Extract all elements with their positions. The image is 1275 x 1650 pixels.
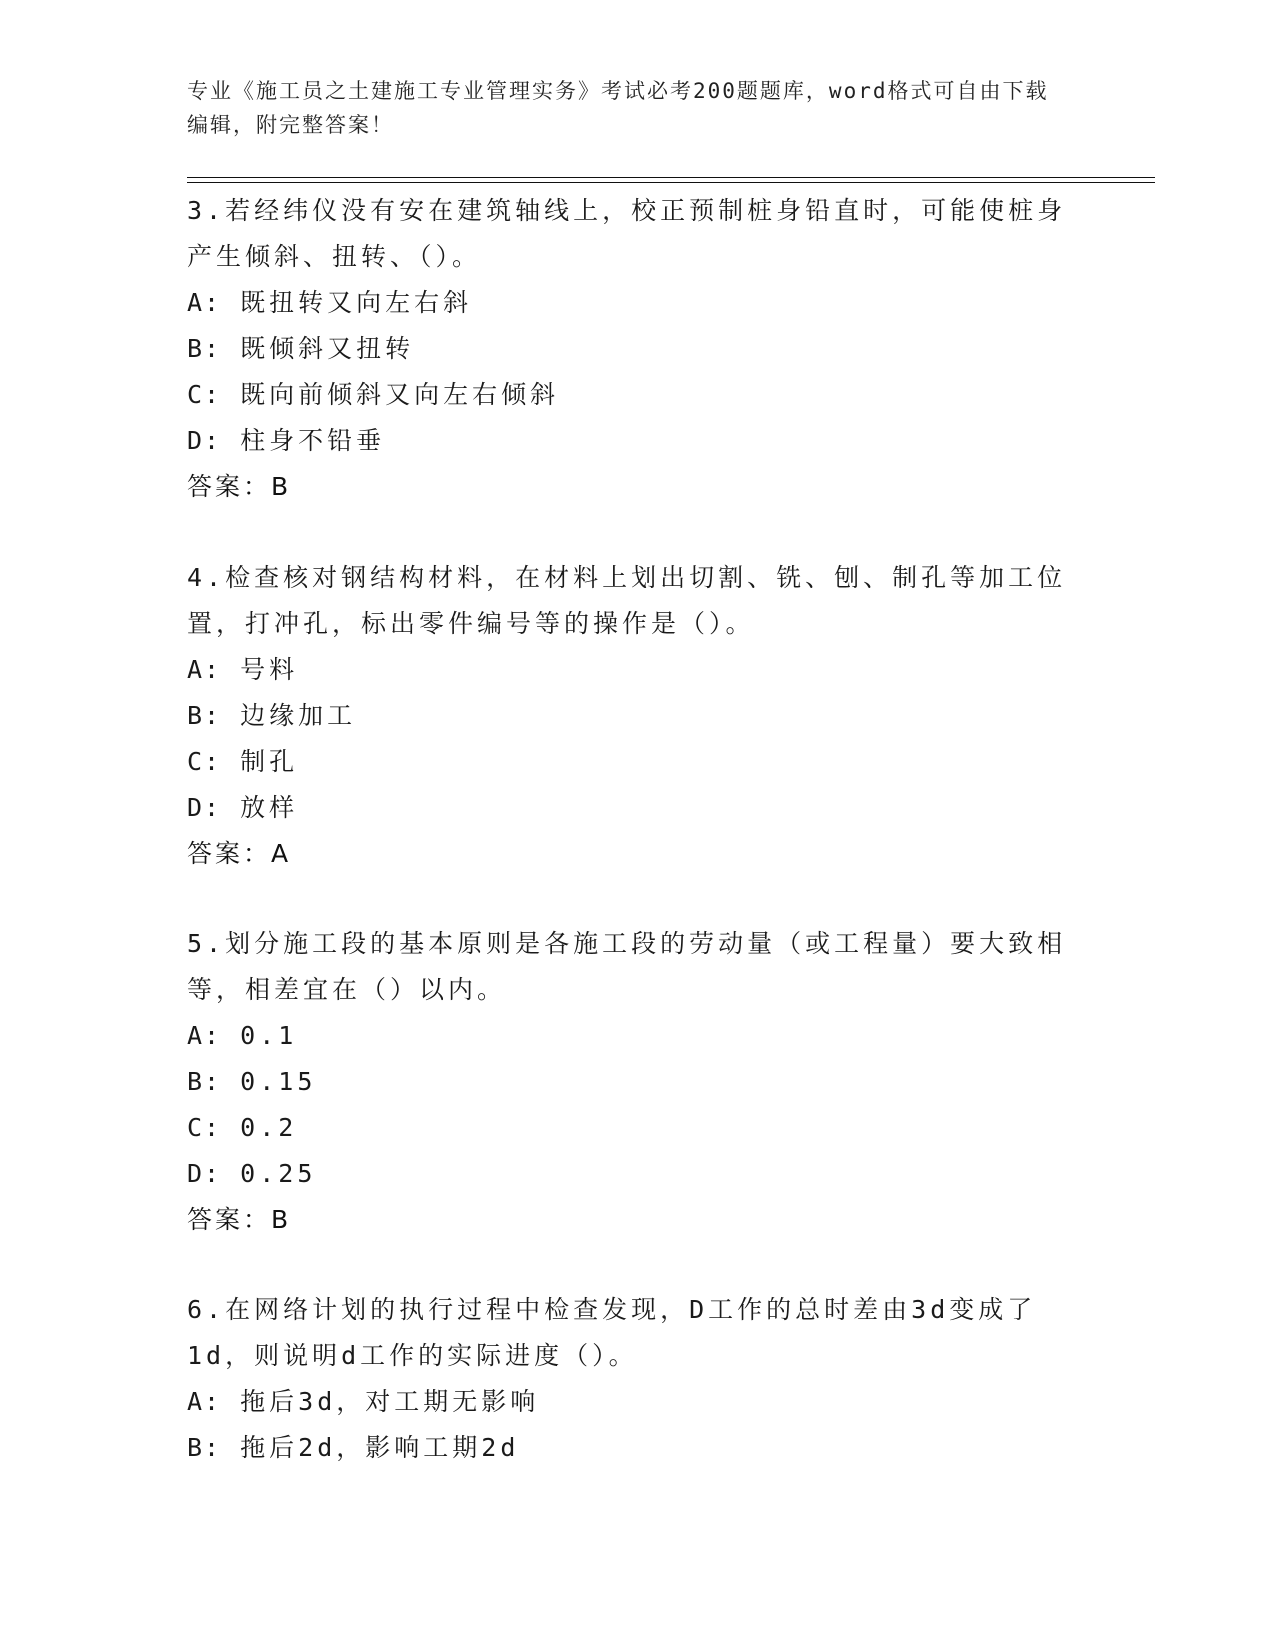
option-label: A: xyxy=(187,1387,222,1416)
option-text: 0.15 xyxy=(240,1067,317,1096)
option-label: D: xyxy=(187,793,222,822)
option-b xyxy=(187,693,1087,739)
option-text: 拖后2d，影响工期2d xyxy=(240,1433,520,1462)
option-label: B: xyxy=(187,701,222,730)
option-label: B: xyxy=(187,1067,222,1096)
question-4 xyxy=(187,555,1087,877)
document-header: 专业《施工员之土建施工专业管理实务》考试必考200题题库，word格式可自由下载编辑，附完整答案！ xyxy=(187,79,1049,137)
answer-line: 答案：B xyxy=(187,1205,292,1234)
option-label: C: xyxy=(187,380,222,409)
option-a xyxy=(187,1379,1087,1425)
option-text: 既倾斜又扭转 xyxy=(240,334,415,363)
option-text: 制孔 xyxy=(240,747,299,776)
option-a xyxy=(187,1013,1087,1059)
option-text: 柱身不铅垂 xyxy=(240,426,386,455)
option-a xyxy=(187,647,1087,693)
answer-line: 答案：A xyxy=(187,839,292,868)
option-label: A: xyxy=(187,655,222,684)
option-label: D: xyxy=(187,1159,222,1188)
option-c xyxy=(187,739,1087,785)
option-text: 0.1 xyxy=(240,1021,298,1050)
option-label: C: xyxy=(187,1113,222,1142)
header-rule-bottom xyxy=(187,182,1155,183)
question-stem: 5.划分施工段的基本原则是各施工段的劳动量（或工程量）要大致相等，相差宜在（）以内。 xyxy=(187,929,1067,1004)
option-text: 0.2 xyxy=(240,1113,298,1142)
question-5 xyxy=(187,921,1087,1243)
option-label: C: xyxy=(187,747,222,776)
option-c xyxy=(187,372,1087,418)
option-b xyxy=(187,326,1087,372)
question-stem: 3.若经纬仪没有安在建筑轴线上，校正预制桩身铅直时，可能使桩身产生倾斜、扭转、（）。 xyxy=(187,196,1067,271)
option-label: A: xyxy=(187,288,222,317)
option-a xyxy=(187,280,1087,326)
option-d xyxy=(187,785,1087,831)
option-b xyxy=(187,1425,1087,1471)
question-3 xyxy=(187,188,1087,510)
option-d xyxy=(187,418,1087,464)
option-text: 0.25 xyxy=(240,1159,317,1188)
option-label: A: xyxy=(187,1021,222,1050)
option-label: B: xyxy=(187,334,222,363)
option-c xyxy=(187,1105,1087,1151)
option-text: 既扭转又向左右斜 xyxy=(240,288,473,317)
question-stem: 6.在网络计划的执行过程中检查发现，D工作的总时差由3d变成了1d，则说明d工作的实际进度（）。 xyxy=(187,1295,1037,1370)
answer-line: 答案：B xyxy=(187,472,292,501)
option-b xyxy=(187,1059,1087,1105)
option-d xyxy=(187,1151,1087,1197)
option-text: 号料 xyxy=(240,655,299,684)
option-text: 边缘加工 xyxy=(240,701,357,730)
option-label: B: xyxy=(187,1433,222,1462)
question-stem: 4.检查核对钢结构材料，在材料上划出切割、铣、刨、制孔等加工位置，打冲孔，标出零件编号等的操作是（）。 xyxy=(187,563,1067,638)
question-6 xyxy=(187,1287,1087,1471)
option-label: D: xyxy=(187,426,222,455)
option-text: 拖后3d，对工期无影响 xyxy=(240,1387,540,1416)
option-text: 放样 xyxy=(240,793,299,822)
option-text: 既向前倾斜又向左右倾斜 xyxy=(240,380,560,409)
header-rule-top xyxy=(187,177,1155,178)
